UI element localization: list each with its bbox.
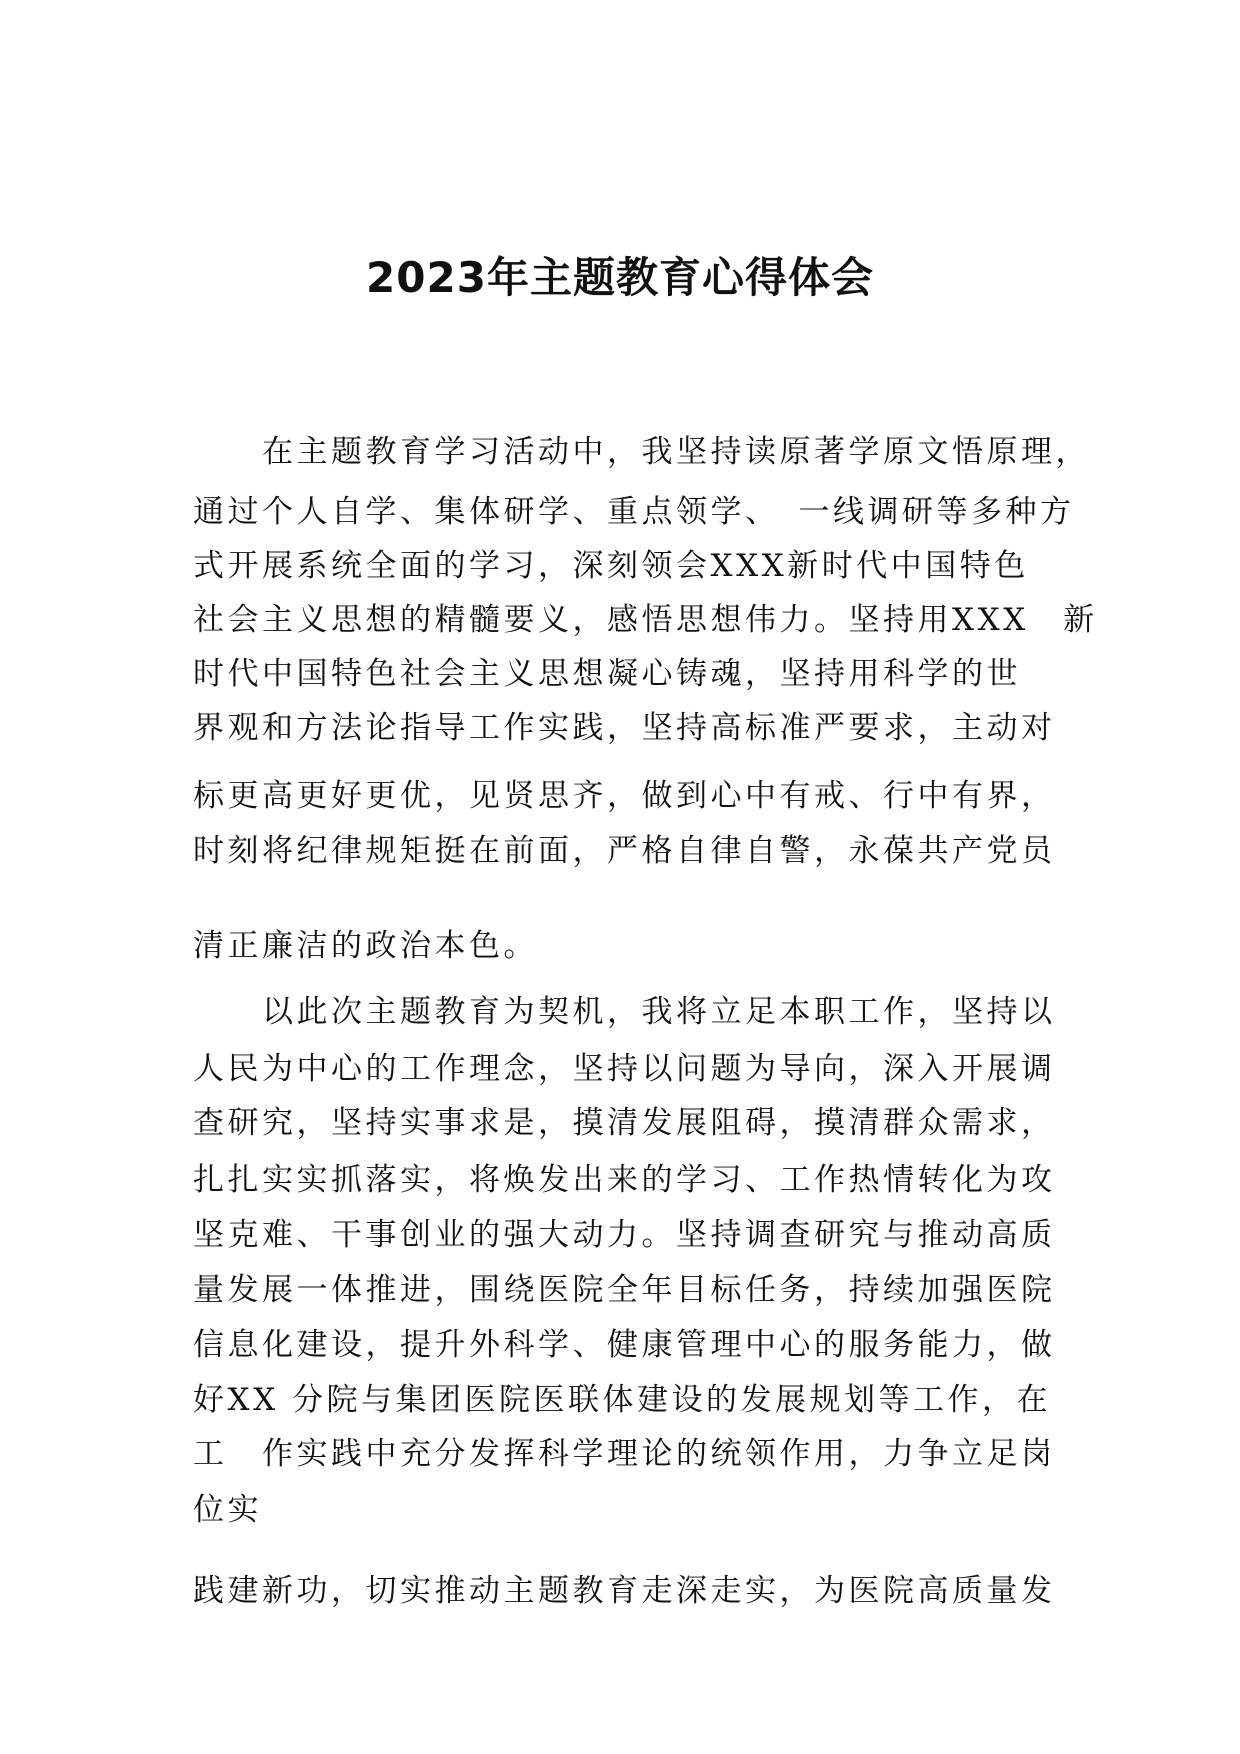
text-line: 社会主义思想的精髓要义，感悟思想伟力。坚持用XXX 新 xyxy=(193,602,1098,638)
text-line: 人民为中心的工作理念，坚持以问题为导向，深入开展调 xyxy=(193,1051,1056,1087)
text-line: 在主题教育学习活动中，我坚持读原著学原文悟原理， xyxy=(193,434,1090,470)
text-line: 位实 xyxy=(193,1492,262,1528)
text-line: 通过个人自学、集体研学、重点领学、 一线调研等多种方 xyxy=(193,494,1075,530)
document-title: 2023年主题教育心得体会 xyxy=(366,253,874,302)
text-line: 时刻将纪律规矩挺在前面，严格自律自警，永葆共产党员 xyxy=(193,833,1056,869)
text-line: 扎扎实实抓落实，将焕发出来的学习、工作热情转化为攻 xyxy=(193,1162,1056,1198)
text-line: 好XX 分院与集团医院医联体建设的发展规划等工作，在 xyxy=(193,1382,1051,1418)
text-line: 工 作实践中充分发挥科学理论的统领作用，力争立足岗 xyxy=(193,1436,1056,1472)
text-line: 践建新功，切实推动主题教育走深走实，为医院高质量发 xyxy=(193,1573,1056,1609)
text-line: 标更高更好更优，见贤思齐，做到心中有戒、行中有界， xyxy=(193,778,1056,814)
text-line: 界观和方法论指导工作实践，坚持高标准严要求，主动对 xyxy=(193,710,1056,746)
text-line: 信息化建设，提升外科学、健康管理中心的服务能力，做 xyxy=(193,1327,1056,1363)
text-line: 清正廉洁的政治本色。 xyxy=(193,928,538,964)
text-line: 时代中国特色社会主义思想凝心铸魂，坚持用科学的世 xyxy=(193,656,1021,692)
text-line: 量发展一体推进，围绕医院全年目标任务，持续加强医院 xyxy=(193,1272,1056,1308)
text-line: 以此次主题教育为契机，我将立足本职工作，坚持以 xyxy=(193,994,1056,1030)
text-line: 查研究，坚持实事求是，摸清发展阻碍，摸清群众需求， xyxy=(193,1105,1056,1141)
text-line: 式开展系统全面的学习，深刻领会XXX新时代中国特色 xyxy=(193,548,1029,584)
text-line: 坚克难、干事创业的强大动力。坚持调查研究与推动高质 xyxy=(193,1217,1056,1253)
